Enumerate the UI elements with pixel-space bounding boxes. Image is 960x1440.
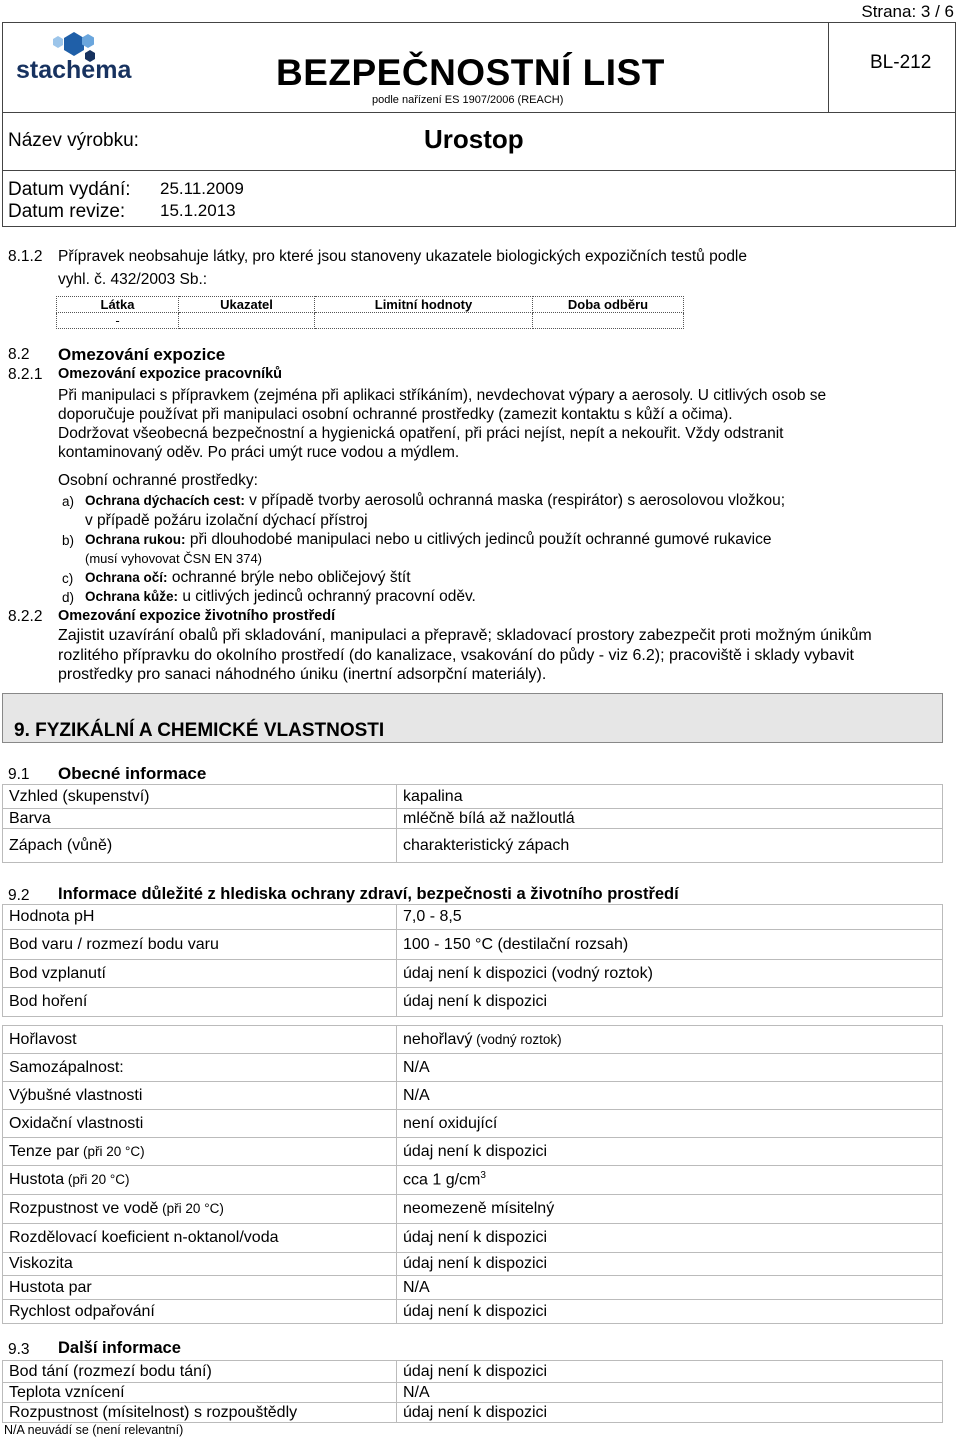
properties-table <box>2 1025 943 1324</box>
issue-date-label: Datum vydání: <box>8 179 131 200</box>
ppe-item-skin: Ochrana kůže: u citlivých jedinců ochranný pracovní oděv. <box>85 588 476 605</box>
table-row <box>3 930 943 960</box>
issue-date: 25.11.2009 <box>160 179 244 198</box>
section-number: 9.3 <box>8 1341 30 1358</box>
table-row <box>3 1361 943 1383</box>
table-header: Látka <box>57 297 179 313</box>
section-number: 8.2.1 <box>8 366 43 383</box>
health-info-table <box>2 904 943 1017</box>
table-row <box>3 1300 943 1324</box>
property-value: N/A <box>397 1383 943 1403</box>
document-code: BL-212 <box>870 52 932 73</box>
property-value: kapalina <box>397 785 943 809</box>
header-divider <box>2 170 956 171</box>
paragraph-text: Dodržovat všeobecná bezpečnostní a hygienická opatření, při práci nejíst, nepít a nekouřit. Vždy odstranit <box>58 425 784 442</box>
list-marker: b) <box>62 533 75 548</box>
property-value: není oxidující <box>397 1110 943 1138</box>
property-label: Rozdělovací koeficient n-oktanol/voda <box>3 1224 397 1253</box>
section-number: 9.1 <box>8 766 30 783</box>
table-cell: - <box>57 313 179 329</box>
table-cell <box>533 313 684 329</box>
biological-tests-table <box>56 296 684 329</box>
paragraph-text: prostředky pro sanaci náhodného úniku (inertní adsorpční materiály). <box>58 666 547 683</box>
property-value: údaj není k dispozici <box>397 1253 943 1276</box>
table-row <box>3 1054 943 1082</box>
property-value: údaj není k dispozici <box>397 1361 943 1383</box>
property-value: údaj není k dispozici <box>397 1300 943 1324</box>
subsection-heading: Informace důležité z hlediska ochrany zdraví, bezpečnosti a životního prostředí <box>58 885 679 903</box>
table-header: Doba odběru <box>533 297 684 313</box>
table-row <box>3 988 943 1017</box>
document-subtitle: podle nařízení ES 1907/2006 (REACH) <box>372 94 564 106</box>
section-number: 8.2 <box>8 346 30 363</box>
stachema-logo <box>16 30 132 98</box>
paragraph-text: kontaminovaný oděv. Po práci umýt ruce vodou a mýdlem. <box>58 444 460 461</box>
other-info-table <box>2 1360 943 1423</box>
property-label: Bod hoření <box>3 988 397 1017</box>
property-label: Samozápalnost: <box>3 1054 397 1082</box>
table-row <box>3 905 943 930</box>
table-row <box>3 1253 943 1276</box>
property-value: údaj není k dispozici (vodný roztok) <box>397 960 943 988</box>
property-label: Teplota vznícení <box>3 1383 397 1403</box>
table-row <box>3 809 943 829</box>
property-label: Výbušné vlastnosti <box>3 1082 397 1110</box>
property-label: Barva <box>3 809 397 829</box>
product-label: Název výrobku: <box>8 130 139 151</box>
property-value: nehořlavý (vodný roztok) <box>397 1026 943 1054</box>
property-label: Oxidační vlastnosti <box>3 1110 397 1138</box>
revision-date-label: Datum revize: <box>8 201 126 222</box>
paragraph-text: rozlitého přípravku do okolního prostředí (do kanalizace, vsakování do půdy - viz 6.2); pracoviště i sklady vybavit <box>58 647 854 664</box>
property-label: Hodnota pH <box>3 905 397 930</box>
property-value: údaj není k dispozici <box>397 1403 943 1423</box>
subsection-heading: Obecné informace <box>58 764 207 783</box>
table-row <box>3 1138 943 1166</box>
section-number: 8.2.2 <box>8 608 43 625</box>
table-cell <box>179 313 315 329</box>
property-value: mléčně bílá až nažloutlá <box>397 809 943 829</box>
table-row <box>3 1026 943 1054</box>
paragraph-text: (musí vyhovovat ČSN EN 374) <box>85 551 263 566</box>
property-label: Hustota (při 20 °C) <box>3 1166 397 1195</box>
property-value: cca 1 $g/cm^3$ <box>397 1166 943 1195</box>
property-value: údaj není k dispozici <box>397 1224 943 1253</box>
table-row <box>3 960 943 988</box>
property-label: Tenze par (při 20 °C) <box>3 1138 397 1166</box>
table-row <box>57 313 684 329</box>
property-label: Hořlavost <box>3 1026 397 1054</box>
property-value: údaj není k dispozici <box>397 988 943 1017</box>
list-marker: c) <box>62 571 74 586</box>
table-cell <box>315 313 533 329</box>
paragraph-text: Přípravek neobsahuje látky, pro které jsou stanoveny ukazatele biologických expozičních testů podle <box>58 248 748 265</box>
table-header: Ukazatel <box>179 297 315 313</box>
property-label: Bod varu / rozmezí bodu varu <box>3 930 397 960</box>
paragraph-text: v případě požáru izolační dýchací přístroj <box>85 512 368 529</box>
table-row <box>3 1195 943 1224</box>
property-label: Rozpustnost ve vodě (při 20 °C) <box>3 1195 397 1224</box>
property-value: N/A <box>397 1276 943 1300</box>
table-row <box>3 829 943 863</box>
document-title: BEZPEČNOSTNÍ LIST <box>276 52 665 93</box>
property-label: Rozpustnost (mísitelnost) s rozpouštědly <box>3 1403 397 1423</box>
property-value: N/A <box>397 1082 943 1110</box>
revision-date: 15.1.2013 <box>160 201 236 220</box>
section-number: 8.1.2 <box>8 248 43 265</box>
section-title: 9. FYZIKÁLNÍ A CHEMICKÉ VLASTNOSTI <box>14 720 385 741</box>
svg-text:stachema: stachema <box>16 56 132 84</box>
ppe-heading: Osobní ochranné prostředky: <box>58 472 258 489</box>
table-row <box>3 1166 943 1195</box>
table-row <box>3 1383 943 1403</box>
property-value: 7,0 - 8,5 <box>397 905 943 930</box>
ppe-item-eyes: Ochrana očí: ochranné brýle nebo obličejový štít <box>85 569 411 586</box>
ppe-item-hands: Ochrana rukou: při dlouhodobé manipulaci nebo u citlivých jedinců použít ochranné gumové rukavice <box>85 531 772 548</box>
property-label: Zápach (vůně) <box>3 829 397 863</box>
property-label: Bod vzplanutí <box>3 960 397 988</box>
property-value: N/A <box>397 1054 943 1082</box>
header-divider <box>828 22 829 113</box>
property-label: Bod tání (rozmezí bodu tání) <box>3 1361 397 1383</box>
table-row <box>3 1224 943 1253</box>
general-info-table <box>2 784 943 863</box>
paragraph-text: Při manipulaci s přípravkem (zejména při aplikaci stříkáním), nevdechovat výpary a aerosoly. U citlivých osob se <box>58 387 827 404</box>
header-divider <box>2 112 956 113</box>
product-name: Urostop <box>424 124 524 154</box>
property-value: charakteristický zápach <box>397 829 943 863</box>
paragraph-text: doporučuje používat při manipulaci osobní ochranné prostředky (zamezit kontaktu s kůží a očima). <box>58 406 733 423</box>
property-value: neomezeně mísitelný <box>397 1195 943 1224</box>
section-heading: Omezování expozice <box>58 345 226 364</box>
list-marker: a) <box>62 494 75 509</box>
subsection-heading: Omezování expozice životního prostředí <box>58 608 336 624</box>
table-row <box>3 1110 943 1138</box>
subsection-heading: Další informace <box>58 1339 181 1357</box>
property-value: údaj není k dispozici <box>397 1138 943 1166</box>
subsection-heading: Omezování expozice pracovníků <box>58 366 283 382</box>
property-label: Rychlost odpařování <box>3 1300 397 1324</box>
list-marker: d) <box>62 590 75 605</box>
table-row <box>3 1403 943 1423</box>
footnote: N/A neuvádí se (není relevantní) <box>4 1423 184 1437</box>
table-row <box>3 1082 943 1110</box>
table-row <box>3 1276 943 1300</box>
table-header: Limitní hodnoty <box>315 297 533 313</box>
property-label: Hustota par <box>3 1276 397 1300</box>
ppe-item-respiratory: Ochrana dýchacích cest: v případě tvorby aerosolů ochranná maska (respirátor) s aerosolovou vložkou; <box>85 492 786 509</box>
page-number: Strana: 3 / 6 <box>861 2 954 21</box>
section-number: 9.2 <box>8 887 30 904</box>
property-label: Vzhled (skupenství) <box>3 785 397 809</box>
paragraph-text: vyhl. č. 432/2003 Sb.: <box>58 271 208 288</box>
table-row <box>3 785 943 809</box>
property-label: Viskozita <box>3 1253 397 1276</box>
paragraph-text: Zajistit uzavírání obalů při skladování, manipulaci a přepravě; skladovací prostory zabezpečit proti možným únikům <box>58 627 872 644</box>
property-value: 100 - 150 °C (destilační rozsah) <box>397 930 943 960</box>
